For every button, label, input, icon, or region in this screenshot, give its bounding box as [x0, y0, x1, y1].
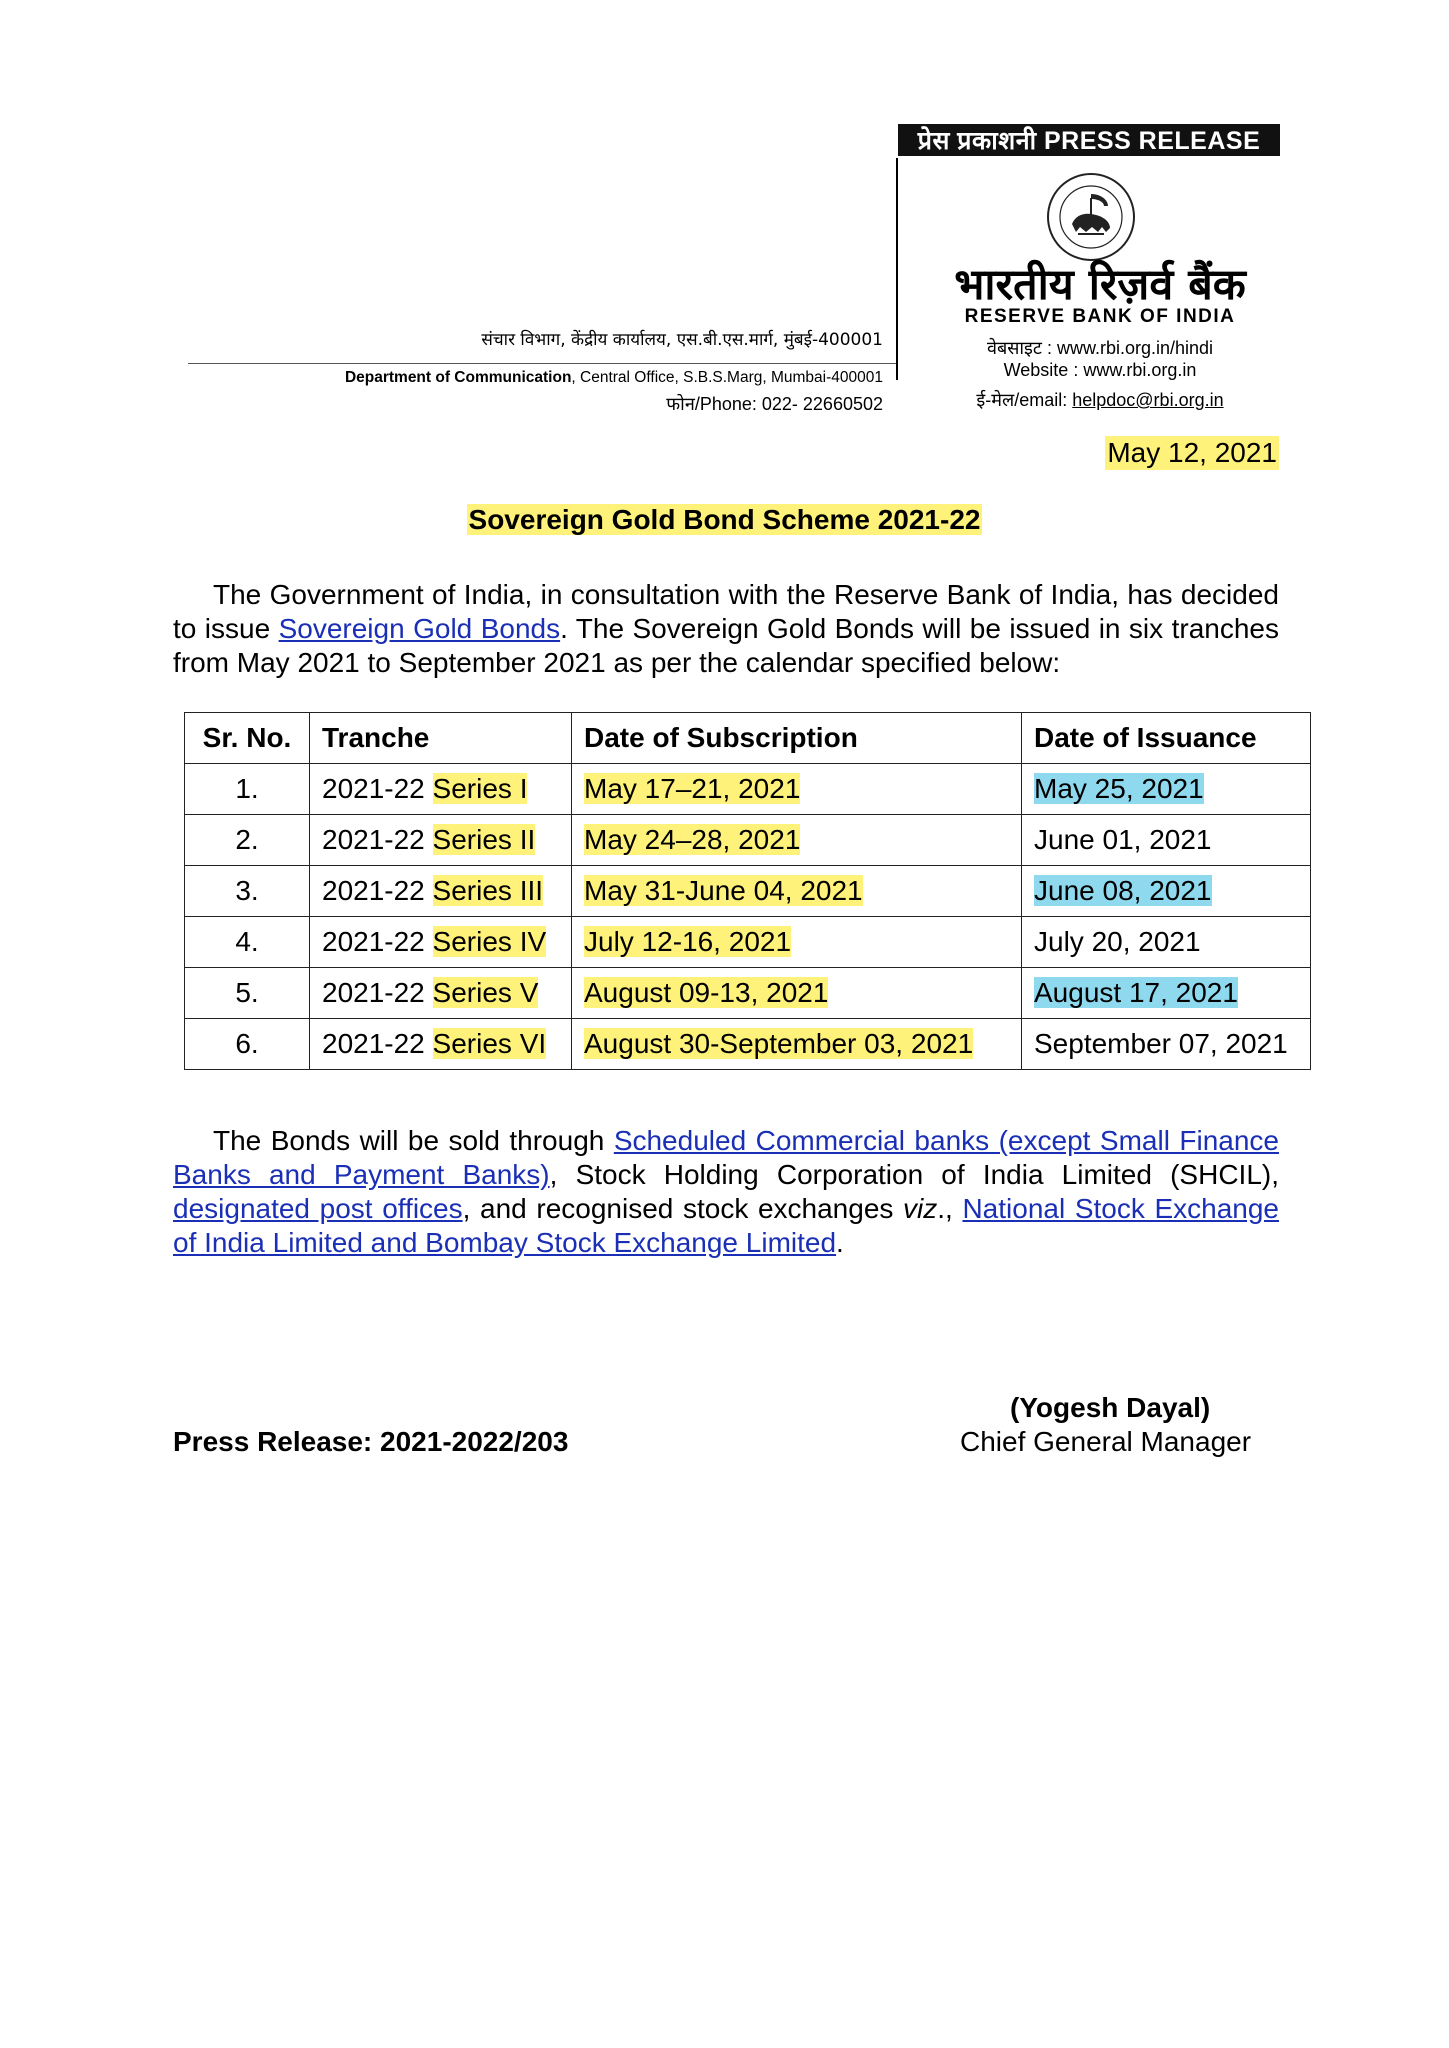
- release-date: May 12, 2021: [1107, 437, 1277, 468]
- page-title: [0, 504, 1449, 536]
- cell-subscription: [572, 764, 1022, 815]
- tranche-year: 2021-22: [322, 1028, 433, 1059]
- cell-issuance: [1022, 866, 1311, 917]
- cell-sr-no: 6.: [185, 1019, 310, 1070]
- dist-text-2: , Stock Holding Corporation of India Limited (SHCIL),: [549, 1159, 1279, 1190]
- issuance-date: June 01, 2021: [1034, 824, 1212, 855]
- issuance-date: May 25, 2021: [1034, 773, 1204, 804]
- subscription-dates: August 30-September 03, 2021: [584, 1028, 974, 1059]
- cell-issuance: [1022, 815, 1311, 866]
- department-address: , Central Office, S.B.S.Marg, Mumbai-400001: [571, 369, 883, 386]
- header-divider-horizontal: [188, 363, 896, 364]
- tranche-year: 2021-22: [322, 824, 433, 855]
- department-name: Department of Communication: [344, 369, 572, 386]
- subscription-dates: May 24–28, 2021: [584, 824, 801, 855]
- table-row: [185, 815, 1311, 866]
- cell-tranche: [310, 1019, 572, 1070]
- header-sr-no: Sr. No.: [185, 713, 310, 764]
- table-row: [185, 866, 1311, 917]
- email-line: [910, 388, 1290, 412]
- bank-name-english: RESERVE BANK OF INDIA: [964, 306, 1236, 327]
- cell-subscription: [572, 917, 1022, 968]
- issuance-date: August 17, 2021: [1034, 977, 1238, 1008]
- cell-issuance: [1022, 1019, 1311, 1070]
- intro-text-2: . The Sovereign Gold Bonds will be issued in six tranches from May 2021 to September 2021 as per the calendar specified below:: [173, 613, 1279, 678]
- tranche-year: 2021-22: [322, 875, 433, 906]
- sovereign-gold-bonds-link[interactable]: Sovereign Gold Bonds: [278, 613, 561, 644]
- distribution-paragraph: [173, 1124, 1279, 1260]
- email-link[interactable]: helpdoc@rbi.org.in: [1072, 390, 1224, 410]
- tranche-series: Series IV: [432, 926, 547, 957]
- department-phone: फोन/Phone: 022- 22660502: [666, 394, 883, 414]
- cell-sr-no: 5.: [185, 968, 310, 1019]
- tranche-series: Series I: [432, 773, 528, 804]
- subscription-dates: August 09-13, 2021: [584, 977, 829, 1008]
- tranche-year: 2021-22: [322, 773, 433, 804]
- press-release-number: Press Release: 2021-2022/203: [173, 1426, 569, 1457]
- tranche-year: 2021-22: [322, 926, 433, 957]
- signatory-name: (Yogesh Dayal): [1010, 1392, 1211, 1423]
- viz-text: viz: [903, 1193, 938, 1224]
- tranche-series: Series VI: [432, 1028, 547, 1059]
- cell-subscription: [572, 815, 1022, 866]
- cell-issuance: [1022, 917, 1311, 968]
- subscription-dates: July 12-16, 2021: [584, 926, 792, 957]
- intro-paragraph: [173, 578, 1279, 680]
- subscription-dates: May 31-June 04, 2021: [584, 875, 863, 906]
- table-row: [185, 1019, 1311, 1070]
- cell-subscription: [572, 1019, 1022, 1070]
- signatory-designation: Chief General Manager: [960, 1426, 1252, 1457]
- cell-sr-no: 2.: [185, 815, 310, 866]
- dist-text-1: The Bonds will be sold through: [213, 1125, 614, 1156]
- cell-sr-no: 4.: [185, 917, 310, 968]
- cell-tranche: [310, 764, 572, 815]
- header-divider-vertical: [896, 158, 898, 380]
- bank-name-hindi: भारतीय रिज़र्व बैंक: [954, 260, 1246, 310]
- table-row: [185, 917, 1311, 968]
- table-header-row: [185, 713, 1311, 764]
- tranche-series: Series V: [432, 977, 539, 1008]
- cell-tranche: [310, 866, 572, 917]
- stock-exchanges-link[interactable]: National Stock Exchange of India Limited and Bombay Stock Exchange Limited: [173, 1193, 1280, 1258]
- dist-text-3: , and recognised stock exchanges: [462, 1193, 904, 1224]
- website-english[interactable]: Website : www.rbi.org.in: [1003, 360, 1197, 380]
- header-date-issuance: Date of Issuance: [1022, 713, 1311, 764]
- department-english: [345, 369, 883, 387]
- cell-issuance: [1022, 968, 1311, 1019]
- intro-text-1: The Government of India, in consultation with the Reserve Bank of India, has decided to issue: [173, 579, 1279, 644]
- dist-text-4: .,: [937, 1193, 963, 1224]
- cell-sr-no: 3.: [185, 866, 310, 917]
- cell-tranche: [310, 815, 572, 866]
- cell-issuance: [1022, 764, 1311, 815]
- scheduled-banks-link[interactable]: Scheduled Commercial banks (except Small Finance Banks and Payment Banks): [173, 1125, 1279, 1190]
- tranche-series: Series II: [432, 824, 536, 855]
- cell-sr-no: 1.: [185, 764, 310, 815]
- header-date-subscription: Date of Subscription: [572, 713, 1022, 764]
- title-text: Sovereign Gold Bond Scheme 2021-22: [468, 504, 981, 535]
- issuance-date: July 20, 2021: [1034, 926, 1201, 957]
- website-hindi[interactable]: वेबसाइट : www.rbi.org.in/hindi: [986, 338, 1214, 358]
- subscription-dates: May 17–21, 2021: [584, 773, 801, 804]
- tranche-series: Series III: [432, 875, 544, 906]
- issuance-date: June 08, 2021: [1034, 875, 1212, 906]
- cell-tranche: [310, 917, 572, 968]
- post-offices-link[interactable]: designated post offices: [173, 1193, 463, 1224]
- department-hindi: संचार विभाग, केंद्रीय कार्यालय, एस.बी.एस.मार्ग, मुंबई-400001: [481, 330, 883, 350]
- tranche-table: [184, 712, 1311, 1070]
- tranche-year: 2021-22: [322, 977, 433, 1008]
- cell-subscription: [572, 968, 1022, 1019]
- table-row: [185, 968, 1311, 1019]
- cell-subscription: [572, 866, 1022, 917]
- dist-text-5: .: [836, 1227, 844, 1258]
- press-release-banner: प्रेस प्रकाशनी PRESS RELEASE: [898, 124, 1280, 156]
- header-tranche: Tranche: [310, 713, 572, 764]
- email-label: ई-मेल/email:: [976, 390, 1073, 410]
- rbi-seal-icon: [1046, 172, 1136, 262]
- cell-tranche: [310, 968, 572, 1019]
- issuance-date: September 07, 2021: [1034, 1028, 1288, 1059]
- table-row: [185, 764, 1311, 815]
